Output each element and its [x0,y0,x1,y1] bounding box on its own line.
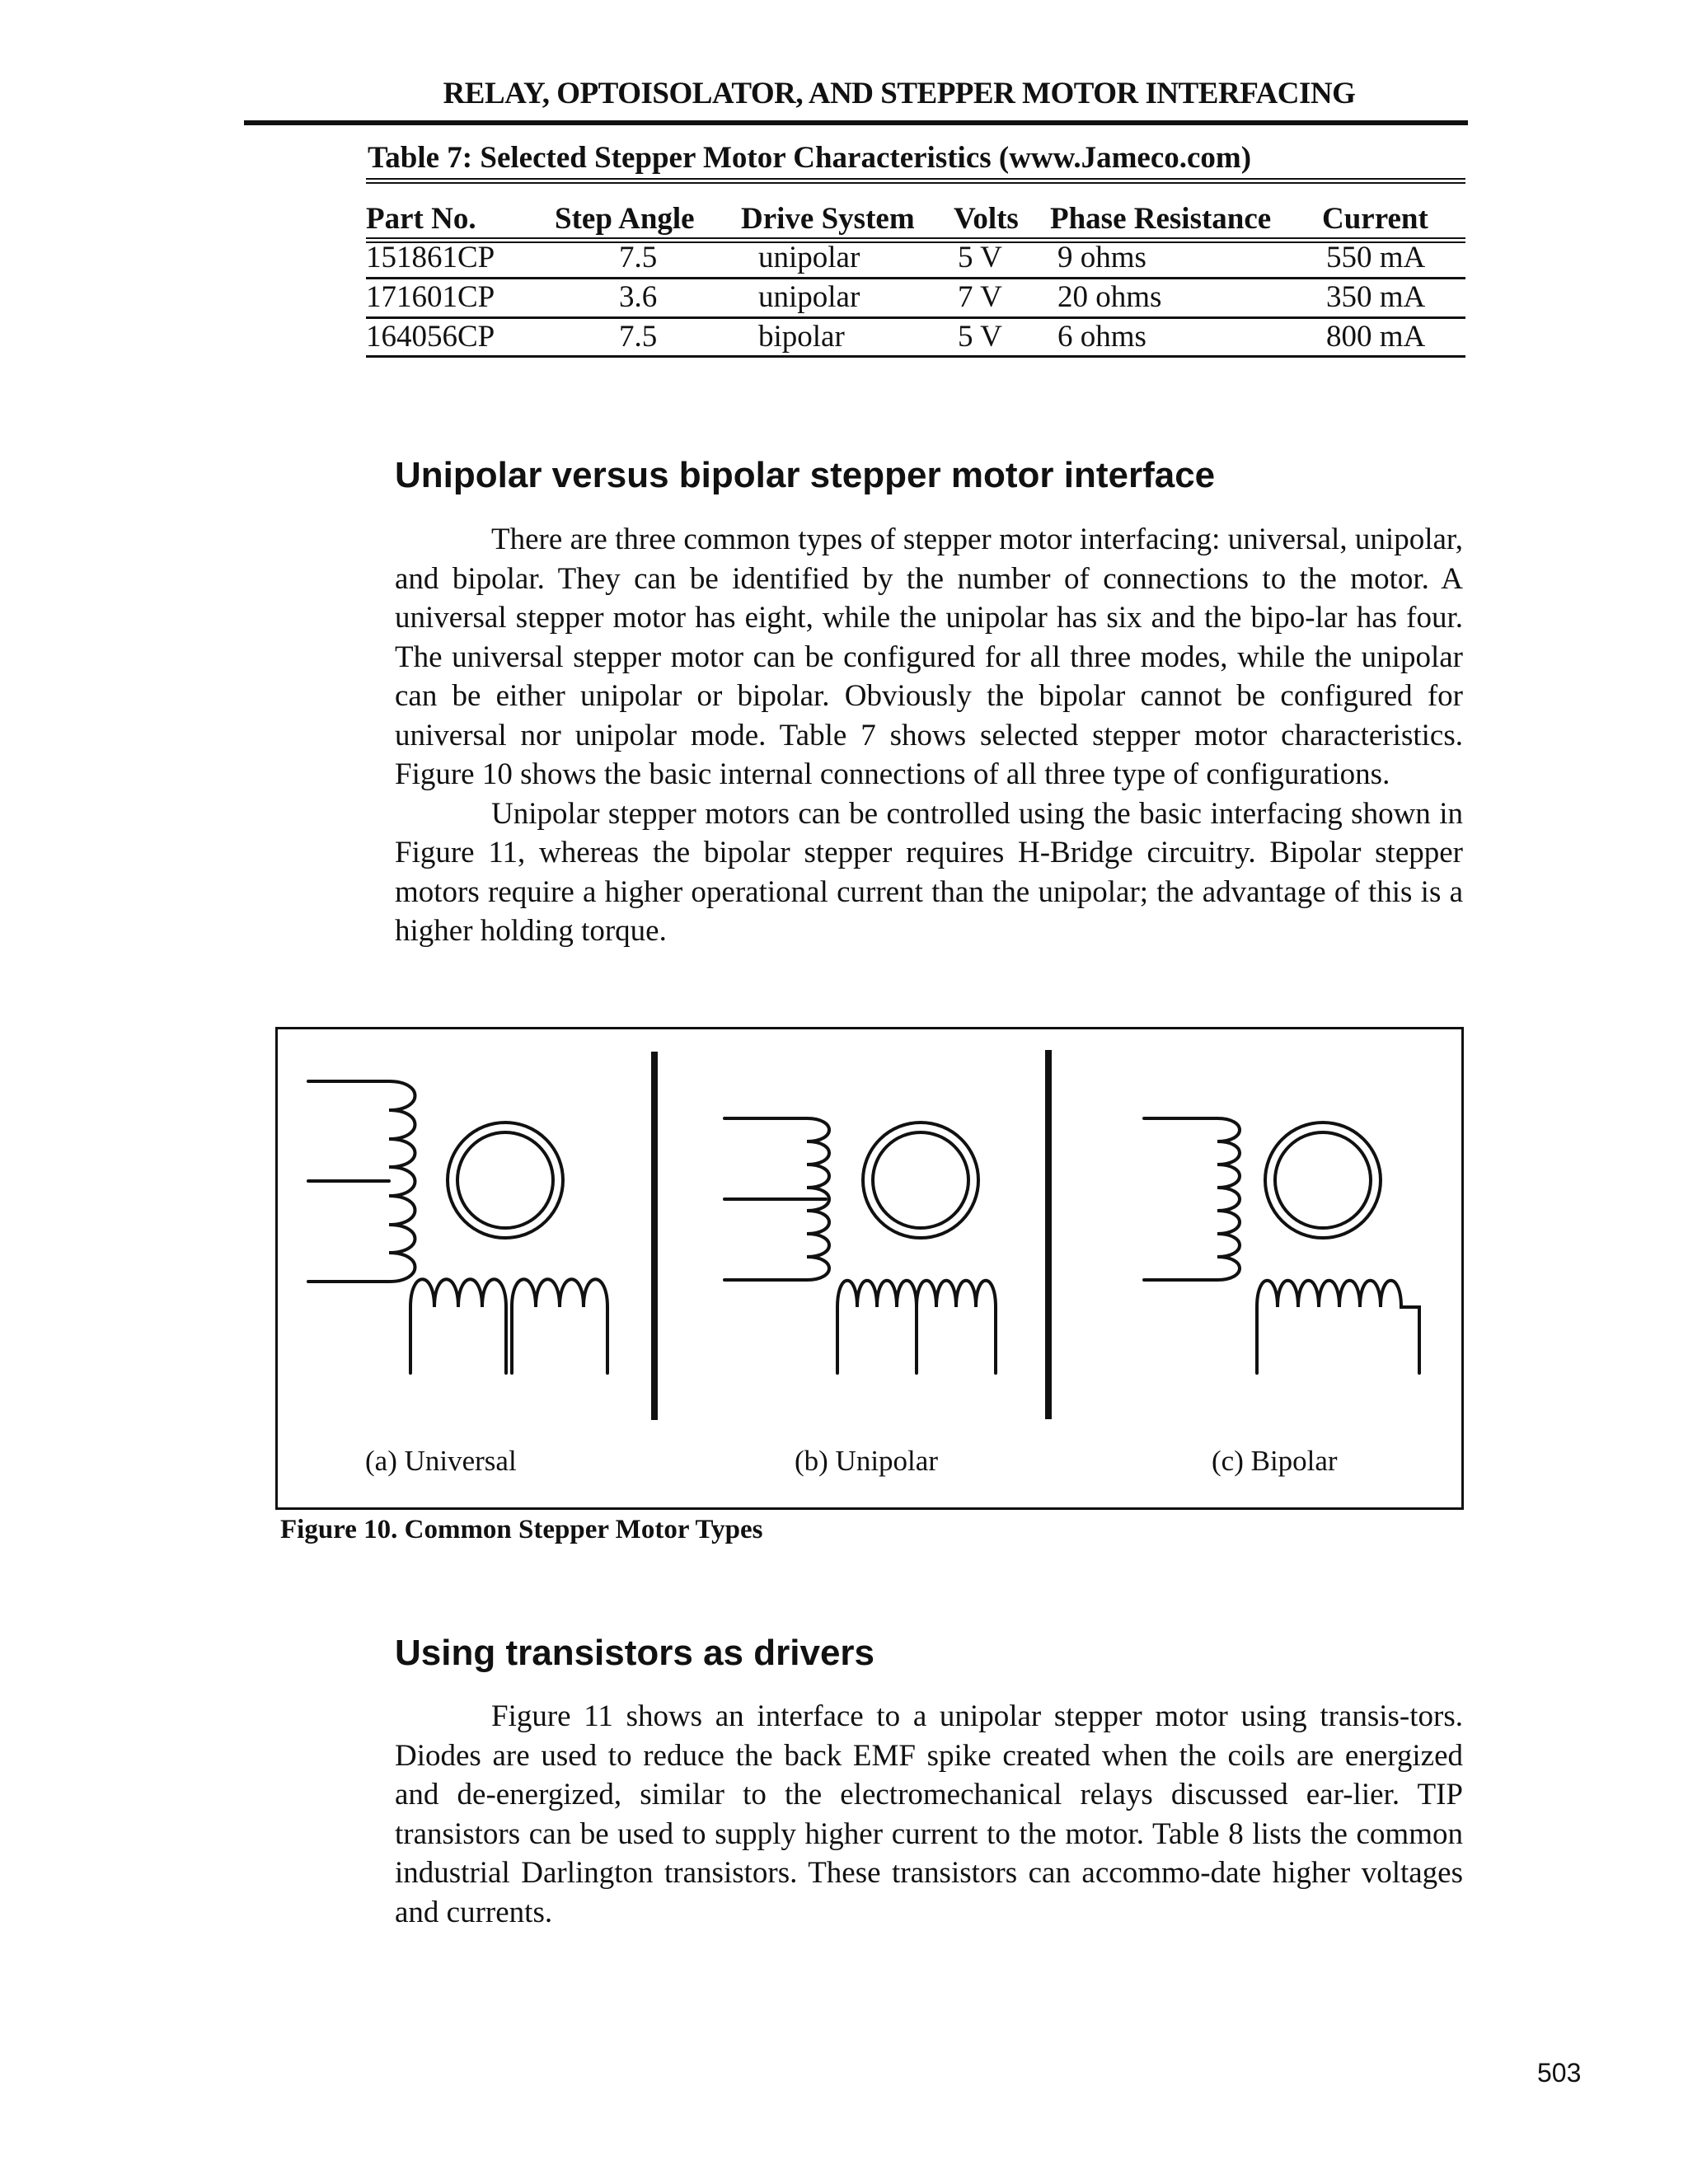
cell-phase-resistance: 9 ohms [1057,241,1146,274]
cell-current: 800 mA [1326,320,1426,354]
header-drive-system: Drive System [741,202,915,236]
universal-motor-diagram [308,1081,607,1373]
table-top-rule [366,178,1465,184]
figure-stepper-motor-types [275,1027,1464,1510]
cell-step-angle: 3.6 [619,280,658,314]
cell-part-no: 151861CP [366,241,495,274]
cell-current: 350 mA [1326,280,1426,314]
stator-coil [1257,1281,1419,1373]
page-number: 503 [1537,2058,1582,2088]
table-bottom-rule [366,355,1465,358]
table-row [366,240,1465,278]
header-part-no: Part No. [366,202,476,236]
stator-coil [410,1279,506,1373]
paragraph: Unipolar stepper motors can be controlled using the basic interfacing shown in Figure 11, whereas the bipolar stepper requires H-Bridge circuitry. Bipolar stepper motors require a higher operational current than the unipolar; the advantage of this is a higher holding torque. [395,796,1463,948]
section-body [395,1697,1463,1932]
running-head: RELAY, OPTOISOLATOR, AND STEPPER MOTOR INTERFACING [443,77,1356,110]
figure-label-bipolar: (c) Bipolar [1212,1445,1338,1477]
cell-drive-system: unipolar [758,241,860,274]
rotor-inner [1275,1132,1371,1228]
cell-drive-system: bipolar [758,320,845,354]
table-header-row [366,201,1465,239]
unipolar-motor-diagram [724,1118,996,1373]
table-title: Table 7: Selected Stepper Motor Characteristics (www.Jameco.com) [368,141,1252,175]
stator-coil [1144,1118,1240,1280]
stator-coil [512,1279,607,1373]
cell-step-angle: 7.5 [619,320,658,354]
figure-caption: Figure 10. Common Stepper Motor Types [280,1515,763,1544]
section-heading: Using transistors as drivers [395,1633,875,1673]
cell-phase-resistance: 6 ohms [1057,320,1146,354]
bipolar-motor-diagram [1144,1118,1419,1373]
cell-step-angle: 7.5 [619,241,658,274]
cell-drive-system: unipolar [758,280,860,314]
paragraph: There are three common types of stepper motor interfacing: universal, unipolar, and bipolar. They can be identified by the number of connections to the motor. A universal stepper motor has eight, while the unipolar has six and the bipo-lar has four. The universal stepper motor can be configured for all three modes, while the unipolar can be either unipolar or bipolar. Obviously the bipolar cannot be configured for universal nor unipolar mode. Table 7 shows selected stepper motor characteristics. Figure 10 shows the basic internal connections of all three type of configurations. [395,523,1463,791]
header-volts: Volts [954,202,1019,236]
rotor-outer [863,1122,978,1238]
cell-volts: 5 V [958,320,1002,354]
cell-part-no: 164056CP [366,320,495,354]
cell-volts: 5 V [958,241,1002,274]
rotor-outer [448,1122,563,1238]
rotor-inner [457,1132,553,1228]
cell-volts: 7 V [958,280,1002,314]
table-row [366,279,1465,317]
header-phase-resistance: Phase Resistance [1050,202,1272,236]
running-head-rule [244,120,1468,125]
table-row [366,319,1465,357]
cell-phase-resistance: 20 ohms [1057,280,1162,314]
section-heading: Unipolar versus bipolar stepper motor interface [395,455,1216,495]
figure-label-universal: (a) Universal [365,1445,517,1477]
figure-label-unipolar: (b) Unipolar [795,1445,938,1477]
cell-part-no: 171601CP [366,280,495,314]
paragraph: Figure 11 shows an interface to a unipolar stepper motor using transis-tors. Diodes are used to reduce the back EMF spike created when the coils are energized and de-energized, similar to the electromechanical relays discussed ear-lier. TIP transistors can be used to supply higher current to the motor. Table 8 lists the common industrial Darlington transistors. These transistors can accommo-date higher voltages and currents. [395,1699,1463,1929]
rotor-inner [873,1132,968,1228]
header-step-angle: Step Angle [555,202,695,236]
rotor-outer [1265,1122,1381,1238]
header-current: Current [1322,202,1428,236]
section-body [395,520,1463,951]
cell-current: 550 mA [1326,241,1426,274]
